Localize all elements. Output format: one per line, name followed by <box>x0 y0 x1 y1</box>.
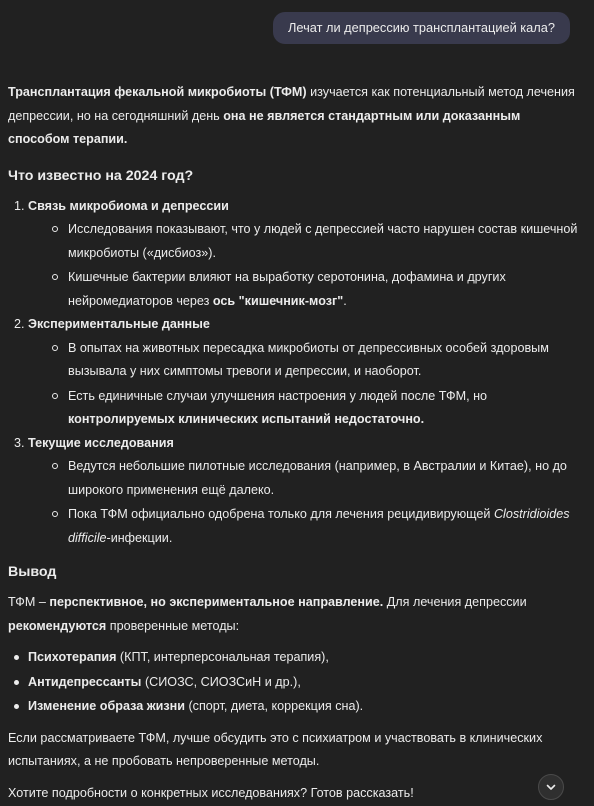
conclusion-text: ТФМ – <box>8 595 50 609</box>
method-name: Антидепрессанты <box>28 674 142 689</box>
section-title: Экспериментальные данные <box>28 317 210 331</box>
numbered-sections <box>8 195 582 551</box>
method-item <box>28 646 582 670</box>
sub-item-text-end: -инфекции. <box>106 530 173 545</box>
conclusion-text-end: проверенные методы: <box>106 618 240 633</box>
section-item <box>28 432 582 551</box>
sub-list <box>28 455 582 550</box>
method-detail: (СИОЗС, СИОЗСиН и др.), <box>141 674 301 689</box>
sub-list-item <box>48 385 582 432</box>
scroll-down-button[interactable] <box>538 774 564 800</box>
sub-item-text: Есть единичные случаи улучшения настроения у людей после ТФМ, но <box>68 388 488 403</box>
method-detail: (КПТ, интерперсональная терапия), <box>116 650 329 664</box>
sub-item-text: Исследования показывают, что у людей с депрессией часто нарушен состав кишечной микробиоты («дисбиоз»). <box>68 222 578 260</box>
conclusion-paragraph <box>8 591 582 638</box>
sub-list <box>28 218 582 313</box>
intro-bold-claim: она не является стандартным или доказанным способом терапии. <box>8 108 521 146</box>
sub-list <box>28 337 582 432</box>
chevron-down-icon <box>545 781 557 793</box>
section-title: Связь микробиома и депрессии <box>28 198 229 213</box>
sub-item-bold: ось "кишечник-мозг" <box>212 293 344 308</box>
intro-paragraph <box>8 81 582 152</box>
method-name: Психотерапия <box>28 650 117 664</box>
section-item <box>28 195 582 314</box>
intro-text: изучается как потенциальный метод лечения депрессии, но на сегодняшний день <box>8 85 575 123</box>
user-message-bubble <box>273 12 570 44</box>
conclusion-bold-recommend: рекомендуются <box>8 618 107 633</box>
sub-item-text: Ведутся небольшие пилотные исследования (например, в Австралии и Китае), но до широкого применения ещё далеко. <box>68 459 567 497</box>
method-item <box>28 671 582 695</box>
assistant-message <box>8 81 582 805</box>
sub-list-item <box>48 218 582 265</box>
sub-item-text: Кишечные бактерии влияют на выработку серотонина, дофамина и других нейромедиаторов через <box>68 270 506 308</box>
section-heading-conclusion: Вывод <box>8 564 57 580</box>
sub-item-text-end: . <box>343 293 347 308</box>
method-name: Изменение образа жизни <box>28 699 185 713</box>
sub-list-item <box>48 266 582 313</box>
advice-paragraph: Если рассматриваете ТФМ, лучше обсудить это с психиатром и участвовать в клинических испытаниях, а не пробовать непроверенные методы. <box>8 730 543 768</box>
method-item <box>28 695 582 719</box>
section-title: Текущие исследования <box>28 435 174 450</box>
conclusion-text-mid: Для лечения депрессии <box>383 595 527 609</box>
sub-item-text: Пока ТФМ официально одобрена только для лечения рецидивирующей <box>68 507 494 521</box>
section-item <box>28 313 582 432</box>
conclusion-bold: перспективное, но экспериментальное направление. <box>49 595 384 609</box>
methods-list <box>8 646 582 719</box>
sub-item-italic: Clostridioides difficile <box>68 507 570 545</box>
sub-list-item <box>48 337 582 384</box>
sub-item-text: В опытах на животных пересадка микробиоты от депрессивных особей здоровым вызывала у них симптомы тревоги и депрессии, и наоборот. <box>68 340 549 378</box>
section-heading-known: Что известно на 2024 год? <box>8 167 194 184</box>
method-detail: (спорт, диета, коррекция сна). <box>184 699 364 713</box>
sub-item-bold: контролируемых клинических испытаний недостаточно. <box>68 412 425 426</box>
sub-list-item <box>48 455 582 502</box>
user-message-text: Лечат ли депрессию трансплантацией кала? <box>288 20 555 35</box>
intro-bold-term: Трансплантация фекальной микробиоты (ТФМ) <box>8 85 307 99</box>
closing-paragraph: Хотите подробности о конкретных исследованиях? Готов рассказать! <box>8 785 414 800</box>
sub-list-item <box>48 503 582 550</box>
